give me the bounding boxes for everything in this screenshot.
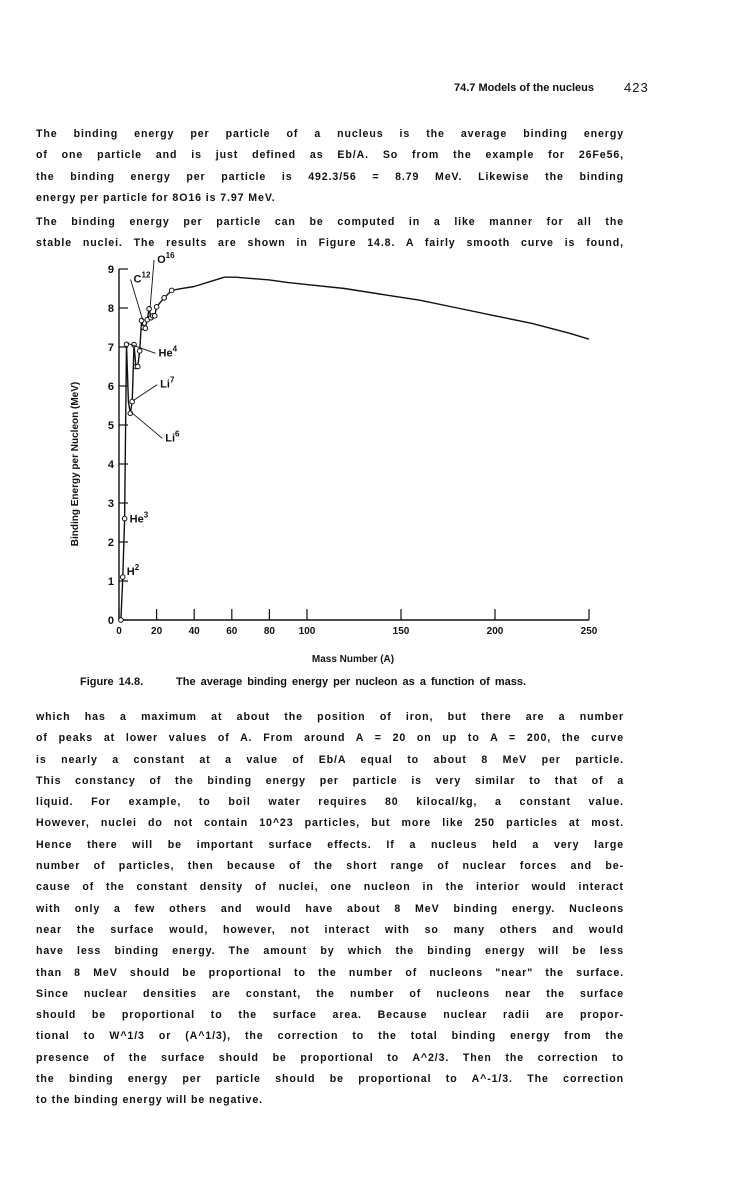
x-tick-label: 250	[580, 626, 598, 637]
x-tick-label: 20	[151, 626, 163, 637]
x-tick-label: 100	[298, 626, 316, 637]
annotation-label: $O^{16}$	[157, 250, 175, 266]
running-title: 74.7 Models of the nucleus	[454, 82, 594, 94]
figure-caption-text: The average binding energy per nucleon as a function of mass.	[176, 676, 527, 688]
text-line: near the surface would, however, not interact with so many others and would	[36, 923, 624, 936]
chart-axes	[119, 269, 589, 620]
text-line: This constancy of the binding energy per particle is very similar to that of a	[36, 774, 624, 787]
figure-label: Figure 14.8.	[80, 676, 144, 688]
data-point	[169, 288, 174, 293]
data-point	[143, 326, 148, 331]
y-tick-label: 4	[107, 459, 114, 471]
text-line: number of particles, then because of the short range of nuclear forces and be-	[36, 860, 624, 873]
paragraph-2	[36, 212, 624, 255]
annotation-leader	[150, 260, 154, 308]
text-line: Since nuclear densities are constant, the number of nucleons near the surface	[36, 987, 624, 1000]
text-line: tional to W^1/3 or (A^1/3), the correction to the total binding energy from the	[36, 1030, 624, 1043]
text-line: the binding energy per particle is 492.3/56 = 8.79 MeV. Likewise the binding	[36, 170, 624, 183]
y-tick-label: 3	[107, 498, 114, 510]
annotation-label: He$^4$	[158, 344, 178, 360]
x-tick-label: 40	[188, 626, 200, 637]
text-line: have less binding energy. The amount by which the binding energy will be less	[36, 945, 624, 958]
x-tick-label: 200	[486, 626, 504, 637]
data-point	[162, 296, 167, 301]
binding-energy-chart	[60, 250, 620, 668]
y-tick-label: 7	[107, 342, 114, 354]
chart-annotations	[127, 251, 180, 578]
text-line: to the binding energy will be negative.	[36, 1094, 263, 1107]
annotation-label: $H^2$	[126, 563, 140, 579]
text-line: presence of the surface should be proportional to A^2/3. Then the correction to	[36, 1051, 624, 1064]
y-axis-label: Binding Energy per Nucleon (MeV)	[70, 381, 81, 547]
x-tick-label: 60	[226, 626, 238, 637]
chart-curve	[121, 277, 589, 620]
text-line: cause of the constant density of nuclei, one nucleon in the interior would interact	[36, 881, 624, 894]
text-line: energy per particle for 8O16 is 7.97 MeV.	[36, 191, 276, 204]
y-tick-label: 6	[107, 381, 114, 393]
paragraph-1	[36, 124, 624, 209]
y-tick-label: 2	[107, 537, 114, 549]
annotation-leader	[133, 385, 157, 401]
text-line: than 8 MeV should be proportional to the number of nucleons "near" the surface.	[36, 966, 624, 979]
text-line: stable nuclei. The results are shown in Figure 14.8. A fairly smooth curve is found,	[36, 237, 624, 250]
text-line: should be proportional to the surface area. Because nuclear radii are propor-	[36, 1009, 624, 1022]
data-point	[119, 618, 124, 623]
y-tick-label: 1	[107, 576, 114, 588]
y-tick-label: 0	[107, 615, 114, 627]
annotation-label: Li$^6$	[165, 429, 180, 445]
annotation-leader	[131, 412, 162, 438]
text-line: Hence there will be important surface effects. If a nucleus held a very large	[36, 838, 624, 851]
figure-caption	[80, 676, 526, 688]
annotation-label: He$^3$	[129, 510, 149, 526]
x-tick-label: 0	[116, 626, 122, 637]
text-line: with only a few others and would have about 8 MeV binding energy. Nucleons	[36, 902, 624, 915]
data-point	[120, 575, 125, 580]
x-axis-label: Mass Number (A)	[311, 654, 395, 665]
text-line: which has a maximum at about the position of iron, but there are a number	[36, 711, 624, 723]
annotation-label: Li$^7$	[160, 375, 175, 391]
text-line: is nearly a constant at a value of Eb/A equal to about 8 MeV per particle.	[36, 753, 624, 766]
data-point	[124, 342, 129, 347]
data-point	[137, 349, 142, 354]
y-tick-label: 5	[107, 420, 114, 432]
text-line: liquid. For example, to boil water requires 80 kilocal/kg, a constant value.	[36, 796, 624, 809]
data-point	[154, 305, 159, 310]
data-point	[136, 364, 141, 369]
series-line-curve	[121, 277, 589, 620]
data-point	[122, 516, 127, 521]
chart-ticks	[108, 264, 598, 637]
annotation-label: $C^{12}$	[133, 270, 151, 286]
text-line: of one particle and is just defined as Eb/A. So from the example for 26Fe56,	[36, 149, 624, 162]
text-line: The binding energy per particle can be computed in a like manner for all the	[36, 216, 624, 228]
data-point	[139, 318, 144, 323]
y-tick-label: 8	[107, 303, 114, 315]
paragraph-3	[36, 707, 624, 1112]
text-line: However, nuclei do not contain 10^23 particles, but more like 250 particles at most.	[36, 817, 624, 830]
x-tick-label: 150	[392, 626, 410, 637]
page-number: 423	[624, 80, 649, 95]
data-point	[147, 306, 152, 311]
data-point	[152, 314, 157, 319]
text-line: The binding energy per particle of a nucleus is the average binding energy	[36, 128, 624, 140]
x-tick-label: 80	[263, 626, 275, 637]
text-line: of peaks at lower values of A. From around A = 20 on up to A = 200, the curve	[36, 732, 624, 745]
text-line: the binding energy per particle should be proportional to A^-1/3. The correction	[36, 1073, 624, 1086]
y-tick-label: 9	[107, 264, 114, 276]
